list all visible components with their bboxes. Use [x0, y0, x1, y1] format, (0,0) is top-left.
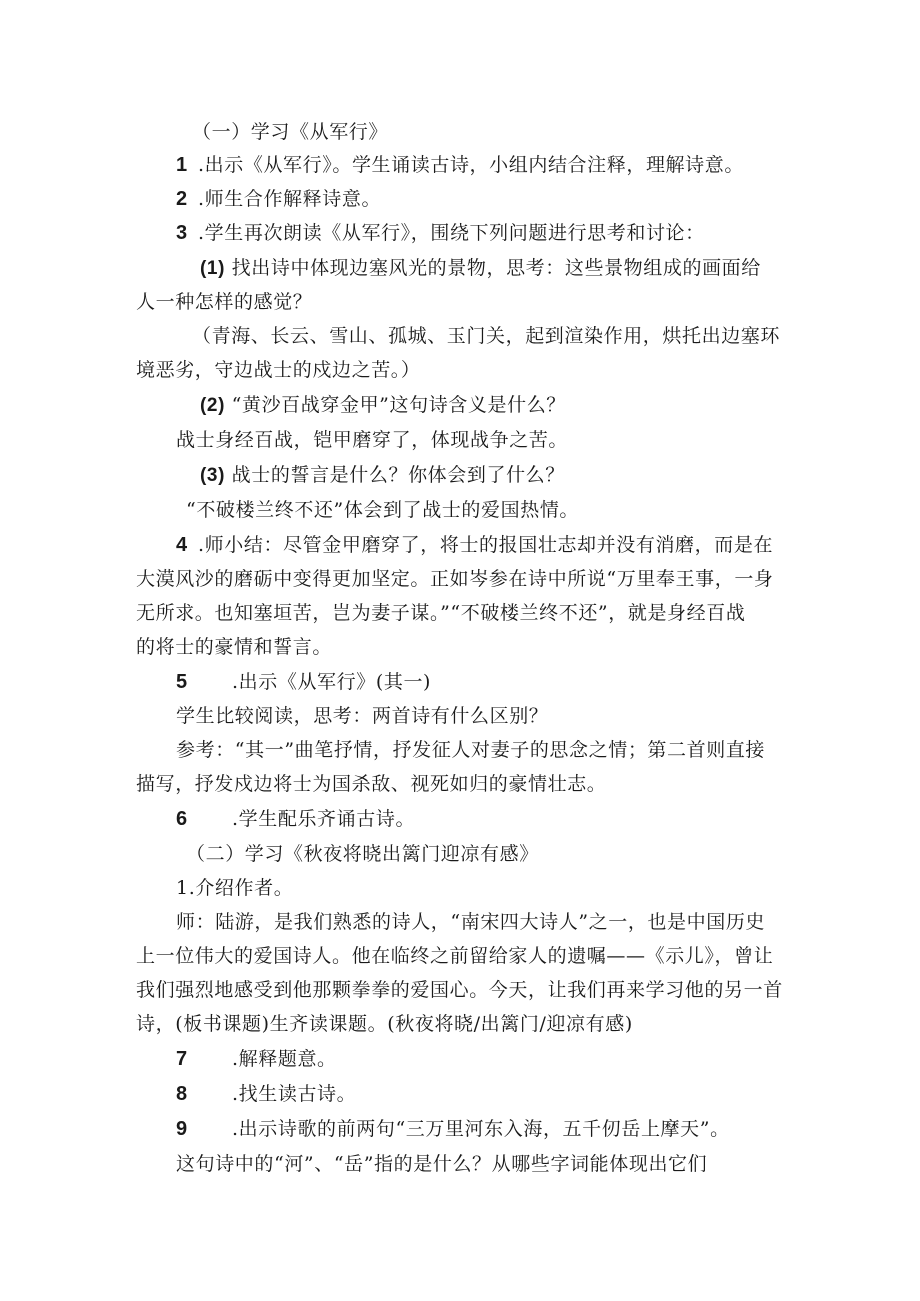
step-number: 2: [176, 188, 188, 210]
answer-1-line1: （青海、长云、雪山、孤城、玉门关，起到渲染作用，烘托出边塞环: [192, 325, 781, 347]
teacher-line2: 上一位伟大的爱国诗人。他在临终之前留给家人的遗嘱——《示儿》，曾让: [136, 945, 774, 967]
teacher-line4: 诗，(板书课题)生齐读课题。(秋夜将晓/出篱门/迎凉有感): [136, 1013, 633, 1035]
section-heading-2: （二）学习《秋夜将晓出篱门迎凉有感》: [186, 843, 539, 865]
step-number: 5: [176, 671, 188, 693]
step-2: [176, 187, 381, 211]
step-9: [176, 1117, 730, 1141]
step-number: 9: [176, 1118, 188, 1140]
step-text: .出示《从军行》。学生诵读古诗，小组内结合注释，理解诗意。: [198, 154, 744, 176]
answer-3: “不破楼兰终不还”体会到了战士的爱国热情。: [186, 499, 580, 521]
question-number: (2): [200, 395, 226, 416]
step-text: .找生读古诗。: [232, 1083, 357, 1105]
step-5-line3: 参考：“其一”曲笔抒情，抒发征人对妻子的思念之情；第二首则直接: [176, 739, 766, 761]
step-5-line2: 学生比较阅读，思考：两首诗有什么区别？: [176, 705, 549, 727]
step-5: [176, 670, 431, 694]
step-text: .出示《从军行》(其一): [232, 671, 432, 693]
last-line: 这句诗中的“河”、“岳”指的是什么？从哪些字词能体现出它们: [176, 1153, 708, 1175]
step-4: [176, 533, 773, 557]
step-3: [176, 221, 705, 245]
step-4-line4: 的将士的豪情和誓言。: [136, 636, 333, 658]
step-number: 8: [176, 1083, 188, 1105]
step-4-line2: 大漠风沙的磨砺中变得更加坚定。正如岑参在诗中所说“万里奉王事，一身: [136, 568, 774, 590]
question-text: “黄沙百战穿金甲”这句诗含义是什么？: [231, 394, 566, 416]
step-5-line4: 描写，抒发戍边将士为国杀敌、视死如归的豪情壮志。: [136, 773, 607, 795]
question-text: 战士的誓言是什么？你体会到了什么？: [231, 464, 565, 486]
question-3: [200, 463, 565, 488]
step-4-line3: 无所求。也知塞垣苦，岂为妻子谋。”“不破楼兰终不还”，就是身经百战: [136, 602, 746, 624]
step-text: .师生合作解释诗意。: [198, 188, 382, 210]
answer-1-line2: 境恶劣，守边战士的戍边之苦。）: [136, 359, 421, 381]
sub-step-1: 1.介绍作者。: [176, 877, 294, 899]
question-2: [200, 393, 566, 418]
step-number: 3: [176, 222, 188, 244]
step-7: [176, 1047, 337, 1071]
step-6: [176, 807, 415, 831]
step-1: [176, 153, 744, 177]
step-text: .学生配乐齐诵古诗。: [232, 808, 416, 830]
step-text: .师小结：尽管金甲磨穿了，将士的报国壮志却并没有消磨，而是在: [198, 534, 774, 556]
question-number: (3): [200, 465, 226, 486]
step-number: 1: [176, 154, 188, 176]
step-text: .解释题意。: [232, 1048, 337, 1070]
teacher-line1: 师：陆游，是我们熟悉的诗人，“南宋四大诗人”之一，也是中国历史: [176, 911, 766, 933]
step-8: [176, 1082, 356, 1106]
answer-2: 战士身经百战，铠甲磨穿了，体现战争之苦。: [176, 429, 569, 451]
teacher-line3: 我们强烈地感受到他那颗拳拳的爱国心。今天，让我们再来学习他的另一首: [136, 979, 783, 1001]
step-text: .学生再次朗读《从军行》，围绕下列问题进行思考和讨论：: [198, 222, 705, 244]
section-heading-1: （一）学习《从军行》: [192, 121, 389, 143]
question-1: [200, 256, 761, 281]
step-text: .出示诗歌的前两句“三万里河东入海，五千仞岳上摩天”。: [232, 1118, 730, 1140]
question-text: 找出诗中体现边塞风光的景物，思考：这些景物组成的画面给: [231, 257, 761, 279]
step-number: 4: [176, 534, 188, 556]
question-1-cont: 人一种怎样的感觉？: [136, 291, 313, 313]
step-number: 7: [176, 1048, 188, 1070]
question-number: (1): [200, 258, 226, 279]
step-number: 6: [176, 808, 188, 830]
